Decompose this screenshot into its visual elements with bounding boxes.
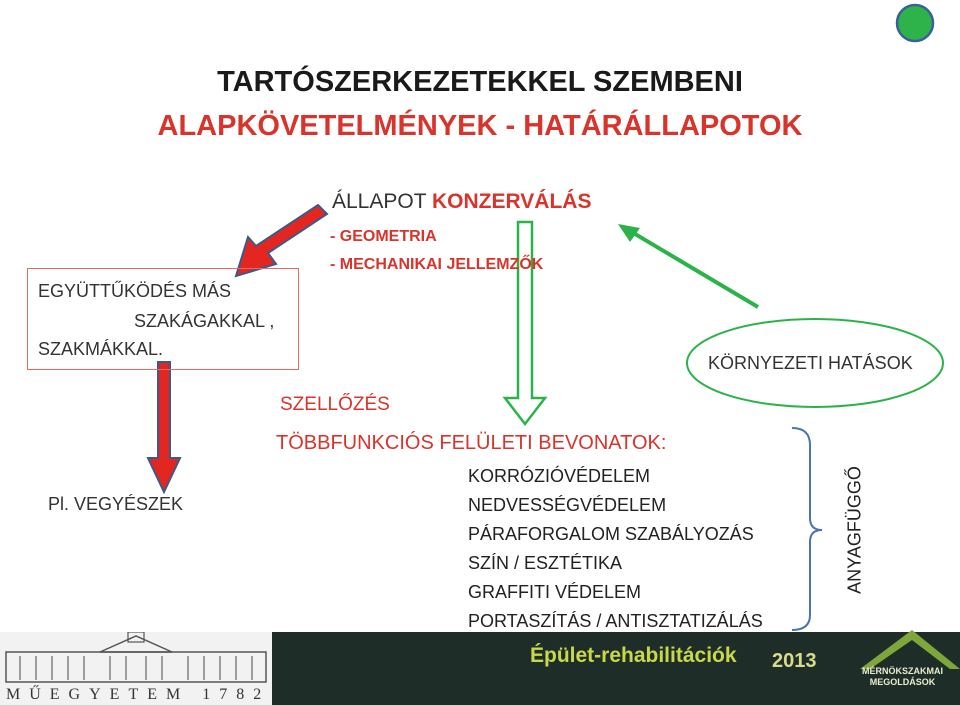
cooperation-line-2: SZAKÁGAKKAL , <box>134 311 275 331</box>
state-prefix: ÁLLAPOT <box>332 190 427 213</box>
right-brace <box>792 428 822 630</box>
university-name: MŰEGYETEM 1782 <box>6 686 271 703</box>
building-icon <box>0 632 272 684</box>
title-line-1: TARTÓSZERKEZETEKKEL SZEMBENI <box>217 66 743 98</box>
brand-line-1: MÉRNÖKSZAKMAI <box>862 666 943 676</box>
example-chemists: Pl. VEGYÉSZEK <box>48 494 184 514</box>
coatings-heading: TÖBBFUNKCIÓS FELÜLETI BEVONATOK: <box>276 432 667 454</box>
green-hollow-arrow-down <box>505 222 545 424</box>
list-item: SZÍN / ESZTÉTIKA <box>468 553 623 573</box>
state-heading <box>332 190 591 214</box>
banner-title: Épület-rehabilitációk <box>530 644 737 667</box>
brand-name <box>862 666 943 688</box>
material-dependent-label: ANYAGFÜGGŐ <box>844 466 865 594</box>
state-item-mechanical: - MECHANIKAI JELLEMZŐK <box>330 256 544 273</box>
title-line-2: ALAPKÖVETELMÉNYEK - HATÁRÁLLAPOTOK <box>157 110 803 142</box>
red-arrow-to-cooperation <box>236 205 327 276</box>
green-arrow-from-environment <box>630 231 758 307</box>
coatings-list <box>468 462 763 636</box>
list-item: GRAFFITI VÉDELEM <box>468 582 642 602</box>
ventilation-label: SZELLŐZÉS <box>280 394 390 415</box>
list-item: PÁRAFORGALOM SZABÁLYOZÁS <box>468 524 754 544</box>
state-item-geometry: - GEOMETRIA <box>330 228 437 245</box>
list-item: NEDVESSÉGVÉDELEM <box>468 495 667 515</box>
list-item: PORTASZÍTÁS / ANTISZTATIZÁLÁS <box>468 611 763 631</box>
red-arrow-down <box>148 362 180 492</box>
cooperation-line-3: SZAKMÁKKAL. <box>38 339 164 359</box>
nav-dot[interactable] <box>897 5 933 41</box>
environment-label: KÖRNYEZETI HATÁSOK <box>708 353 913 373</box>
list-item: KORRÓZIÓVÉDELEM <box>468 466 651 486</box>
cooperation-box <box>27 268 299 370</box>
brand-line-2: MEGOLDÁSOK <box>869 677 936 687</box>
state-highlight: KONZERVÁLÁS <box>432 190 592 213</box>
banner-year: 2013 <box>772 650 817 672</box>
cooperation-line-1: EGYÜTTŰKÖDÉS MÁS <box>38 281 232 301</box>
